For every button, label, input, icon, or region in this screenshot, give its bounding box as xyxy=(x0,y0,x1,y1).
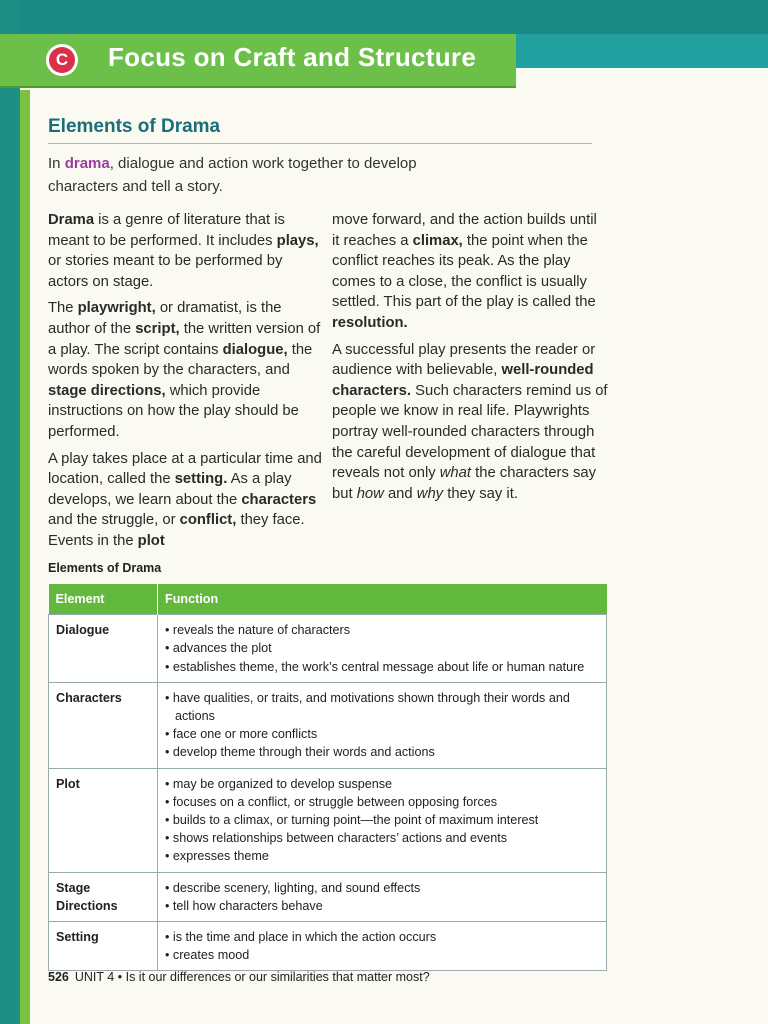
table-row xyxy=(49,615,607,683)
function-item: • reveals the nature of characters xyxy=(165,621,599,639)
key-term: conflict, xyxy=(179,512,237,529)
function-cell xyxy=(158,682,607,768)
function-item: • may be organized to develop suspense xyxy=(165,775,599,793)
left-margin-band xyxy=(0,0,20,1024)
craft-structure-badge-icon: C xyxy=(46,44,78,76)
section-header-banner xyxy=(0,34,516,88)
elements-of-drama-table xyxy=(48,584,607,971)
key-term: well-rounded characters. xyxy=(332,362,594,399)
key-term: characters xyxy=(241,491,317,508)
function-cell xyxy=(158,768,607,872)
header-title: Focus on Craft and Structure xyxy=(108,42,477,72)
key-term: plot xyxy=(137,532,165,549)
function-item: • creates mood xyxy=(165,946,599,964)
function-item: • focuses on a conflict, or struggle between opposing forces xyxy=(165,793,599,811)
table-header-row xyxy=(49,584,607,615)
section-divider xyxy=(48,143,592,144)
function-list xyxy=(165,879,599,915)
function-list xyxy=(165,689,599,762)
column-header-element: Element xyxy=(49,584,158,615)
key-term-drama: drama xyxy=(64,155,110,172)
body-column-left xyxy=(48,210,326,558)
unit-question: Is it our differences or our similarities that matter most? xyxy=(125,970,430,984)
function-item: • expresses theme xyxy=(165,847,599,865)
function-item: • develop theme through their words and actions xyxy=(165,743,599,761)
function-list xyxy=(165,775,599,866)
section-title: Elements of Drama xyxy=(48,116,221,137)
table-row xyxy=(49,682,607,768)
function-cell xyxy=(158,922,607,971)
body-column-right xyxy=(332,210,608,510)
page-footer xyxy=(48,970,430,984)
key-term: playwright, xyxy=(77,300,156,317)
element-name-cell: Dialogue xyxy=(49,615,158,683)
page-number: 526 xyxy=(48,970,69,984)
key-term: Drama xyxy=(48,212,95,228)
element-name-cell: Plot xyxy=(49,768,158,872)
function-item: • establishes theme, the work’s central message about life or human nature xyxy=(165,658,599,676)
function-item: • tell how characters behave xyxy=(165,897,599,915)
table-row xyxy=(49,922,607,971)
element-name-cell: Stage Directions xyxy=(49,872,158,921)
table-row xyxy=(49,768,607,872)
function-item: • describe scenery, lighting, and sound effects xyxy=(165,879,599,897)
body-paragraph: move forward, and the action builds until it reaches a climax, the point when the conflict reaches its peak. As the play comes to a close, the conflict is usually settled. This part of the play is called the resolution. xyxy=(332,212,597,331)
footer-separator: • xyxy=(117,970,123,984)
element-name-cell: Characters xyxy=(49,682,158,768)
unit-label: UNIT 4 xyxy=(74,970,115,984)
column-header-function: Function xyxy=(158,584,607,615)
body-paragraph: A successful play presents the reader or audience with believable, well-rounded characters. Such characters remind us of people we know in real life. Playwrights portray well-rounded characters through the careful development of dialogue that reveals not only what the characters say but how and why they say it. xyxy=(332,341,608,502)
key-term: resolution. xyxy=(332,314,408,331)
table-caption: Elements of Drama xyxy=(48,561,162,575)
function-item: • shows relationships between characters’ actions and events xyxy=(165,829,599,847)
key-term: stage directions, xyxy=(48,382,166,399)
key-term: dialogue, xyxy=(222,341,288,358)
body-paragraph: Drama is a genre of literature that is meant to be performed. It includes plays, or stories meant to be performed by actors on stage. xyxy=(48,212,319,290)
function-list xyxy=(165,621,599,676)
function-cell xyxy=(158,872,607,921)
element-name-cell: Setting xyxy=(49,922,158,971)
function-item: • advances the plot xyxy=(165,639,599,657)
table-row xyxy=(49,872,607,921)
header-accent-strip xyxy=(505,34,768,68)
function-item: • have qualities, or traits, and motivations shown through their words and actions xyxy=(165,689,599,725)
table-body xyxy=(49,615,607,971)
body-paragraph: A play takes place at a particular time and location, called the setting. As a play develops, we learn about the characters and the struggle, or conflict, they face. Events in the plot xyxy=(48,450,322,549)
body-paragraph: The playwright, or dramatist, is the author of the script, the written version of a play. The script contains dialogue, the words spoken by the characters, and stage directions, which provide instructions on how the play should be performed. xyxy=(48,300,321,440)
key-term: setting. xyxy=(174,471,228,488)
function-item: • builds to a climax, or turning point—the point of maximum interest xyxy=(165,811,599,829)
function-list xyxy=(165,928,599,964)
function-cell xyxy=(158,615,607,683)
intro-paragraph: In drama, dialogue and action work together to develop characters and tell a story. xyxy=(48,155,417,195)
key-term: climax, xyxy=(412,232,463,249)
function-item: • face one or more conflicts xyxy=(165,725,599,743)
key-term: plays, xyxy=(276,232,319,249)
top-color-band xyxy=(0,0,768,34)
function-item: • is the time and place in which the action occurs xyxy=(165,928,599,946)
key-term: script, xyxy=(135,320,180,337)
left-margin-green-band xyxy=(20,90,30,1024)
